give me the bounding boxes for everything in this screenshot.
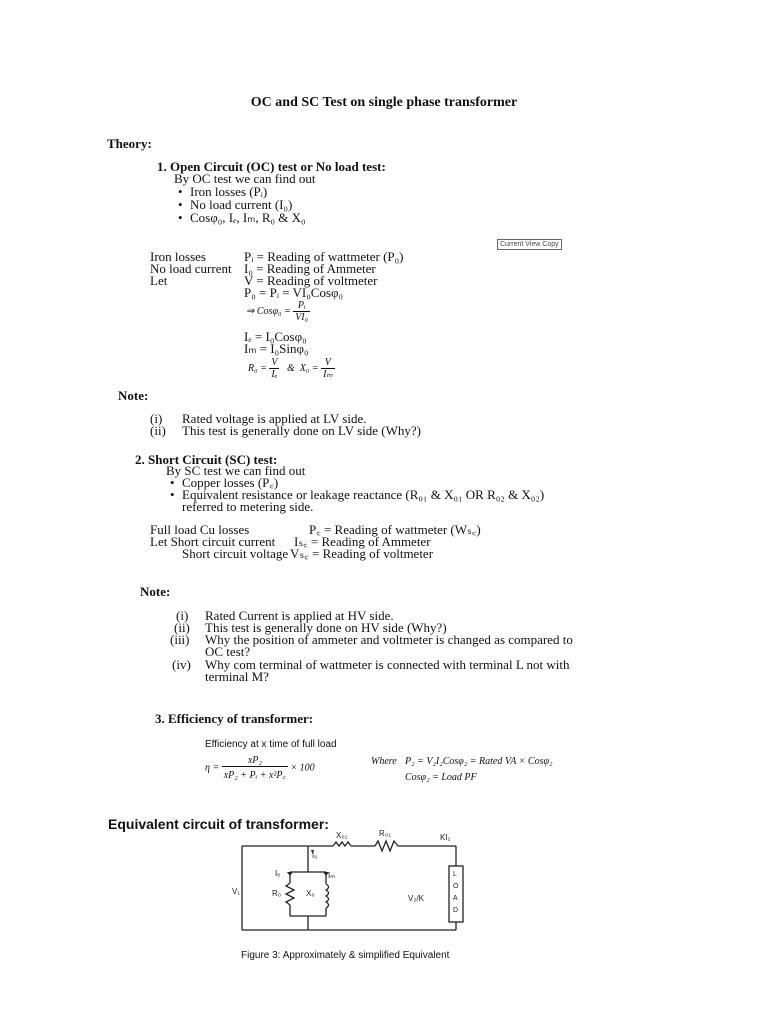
note2-text-4b: terminal M?: [205, 669, 269, 684]
note2-num-1: (i): [176, 608, 189, 623]
oc-def-value-2: I₀ = Reading of Ammeter: [244, 261, 376, 276]
eff-heading: 3. Efficiency of transformer:: [155, 711, 314, 726]
theory-heading: Theory:: [107, 136, 152, 151]
load-letter-l: L: [453, 871, 457, 878]
load-letter-a: A: [453, 895, 458, 902]
oc-def-value-1: Pᵢ = Reading of wattmeter (P₀): [244, 249, 404, 264]
view-copy-stamp: Current View Copy: [497, 239, 562, 250]
eff-rhs-2: Cosφ₂ = Load PF: [405, 772, 477, 783]
x0-inductor: [326, 884, 329, 908]
oc-def-label-3: Let: [150, 273, 168, 288]
note1-num-1: (i): [150, 411, 163, 426]
sc-def-label-2: Let Short circuit current: [150, 534, 276, 549]
oc-def-value-3: V = Reading of voltmeter: [244, 273, 378, 288]
note1-heading: Note:: [118, 388, 149, 403]
label-i0: I₀: [312, 851, 318, 860]
oc-eq-cos-num: Pᵢ: [293, 300, 310, 312]
note2-text-1: Rated Current is applied at HV side.: [205, 608, 394, 623]
x01-inductor: [333, 842, 351, 846]
label-ie: Iₑ: [275, 869, 281, 878]
sc-def-value-1: P꜀ = Reading of wattmeter (Wₛ꜀): [309, 522, 481, 537]
oc-def-label-1: Iron losses: [150, 249, 206, 264]
note2-text-2: This test is generally done on HV side (Why?): [205, 620, 447, 635]
sc-def-label-1: Full load Cu losses: [150, 522, 250, 537]
load-letter-d: D: [453, 907, 459, 914]
oc-eq-r0x0: [248, 357, 335, 380]
oc-eq-r0: R₀ =: [248, 362, 267, 374]
oc-eq-ie: Iₑ = I₀Cosφ₀: [244, 329, 307, 344]
sc-def-label-3: Short circuit voltage: [182, 546, 289, 561]
oc-eq-x0: X₀ =: [299, 362, 319, 374]
eff-where: Where: [371, 756, 397, 767]
note2-num-4: (iv): [172, 657, 191, 672]
note1-text-2: This test is generally done on LV side (Why?): [182, 423, 422, 438]
note2-text-4a: Why com terminal of wattmeter is connected with terminal L not with: [205, 657, 570, 672]
note2-num-3: (iii): [170, 632, 190, 647]
label-v1: V₁: [232, 887, 241, 896]
oc-eq-x0-den: Iₘ: [323, 369, 333, 380]
sc-bullet-2-cont: referred to metering side.: [182, 499, 314, 514]
oc-eq-im: Iₘ = I₀Sinφ₀: [244, 341, 309, 356]
eff-rhs-1: P₂ = V₂I₂Cosφ₂ = Rated VA × Cosφ₂: [405, 756, 553, 767]
eff-num: xP₂: [222, 755, 288, 767]
note2-text-3a: Why the position of ammeter and voltmeter is changed as compared to: [205, 632, 573, 647]
sc-def-value-2: Iₛ꜀ = Reading of Ammeter: [294, 534, 431, 549]
oc-eq-cos-lhs: ⇒ Cosφ₀ =: [246, 305, 291, 317]
label-x0: X₀: [306, 889, 315, 898]
oc-intro: By OC test we can find out: [174, 171, 316, 186]
label-kl2: KI₂: [440, 833, 451, 842]
r0-resistor: [286, 883, 294, 905]
r01-resistor: [375, 841, 398, 851]
oc-eq-cos-den: VI₀: [295, 312, 309, 323]
load-letter-o: O: [453, 883, 459, 890]
sc-heading: 2. Short Circuit (SC) test:: [135, 452, 278, 467]
label-x01: X₀₁: [336, 831, 348, 840]
oc-eq-cos: [246, 300, 310, 323]
oc-eq-r0-num: V: [271, 357, 278, 368]
oc-eq-amp: &: [286, 362, 295, 374]
figure-caption: Figure 3: Approximately & simplified Equivalent: [241, 950, 450, 961]
label-r01: R₀₁: [379, 829, 391, 838]
equivalent-circuit-diagram: [230, 828, 480, 948]
eff-den: xP₂ + Pᵢ + x²P꜀: [223, 770, 286, 781]
page-title: OC and SC Test on single phase transformer: [250, 95, 518, 110]
eff-times: × 100: [290, 762, 315, 774]
sc-bullet-1: • Copper losses (P꜀): [182, 476, 278, 489]
note2-text-3b: OC test?: [205, 644, 251, 659]
note2-num-2: (ii): [174, 620, 190, 635]
ie-arrow: [287, 872, 293, 876]
note1-num-2: (ii): [150, 423, 166, 438]
eqc-heading: Equivalent circuit of transformer:: [108, 816, 329, 832]
oc-eq-r0-den: Iₑ: [271, 369, 278, 380]
label-r0: R₀: [272, 889, 282, 898]
oc-bullet-3: • Cosφ₀, Iₑ, Iₘ, R₀ & X₀: [190, 211, 306, 224]
sc-intro: By SC test we can find out: [166, 463, 306, 478]
eff-eta: η =: [205, 762, 220, 774]
oc-def-label-2: No load current: [150, 261, 232, 276]
eff-formula: [205, 755, 315, 781]
sc-def-value-3: Vₛ꜀ = Reading of voltmeter: [290, 546, 434, 561]
note2-heading: Note:: [140, 584, 171, 599]
oc-heading: 1. Open Circuit (OC) test or No load test:: [157, 159, 386, 174]
label-im: Iₘ: [328, 871, 336, 880]
label-v2k: V₂/K: [408, 894, 424, 903]
oc-bullet-2: • No load current (I₀): [190, 198, 292, 211]
oc-eq-p0: P₀ = Pᵢ = VI₀Cosφ₀: [244, 285, 344, 300]
oc-eq-x0-num: V: [321, 357, 335, 369]
oc-bullet-1: • Iron losses (Pᵢ): [190, 185, 267, 198]
sc-bullet-2: • Equivalent resistance or leakage reactance (R₀₁ & X₀₁ OR R₀₂ & X₀₂): [182, 488, 544, 501]
note1-text-1: Rated voltage is applied at LV side.: [182, 411, 367, 426]
eff-caption: Efficiency at x time of full load: [205, 739, 337, 750]
